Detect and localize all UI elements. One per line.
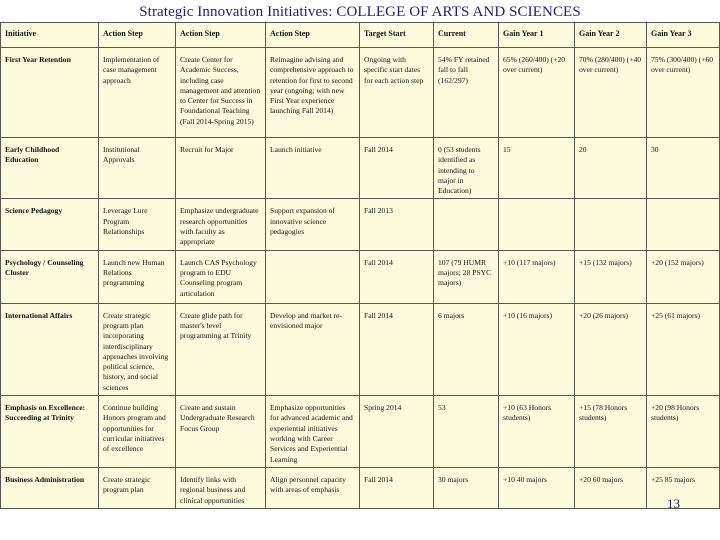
column-header: Gain Year 3 [647, 23, 720, 48]
table-cell: Create glide path for master's level programming at Trinity [176, 303, 266, 395]
table-cell: +25 (61 majors) [647, 303, 720, 395]
table-cell: Fall 2014 [360, 303, 434, 395]
table-cell: Fall 2013 [360, 199, 434, 250]
column-header: Gain Year 1 [499, 23, 575, 48]
table-cell: Fall 2014 [360, 138, 434, 199]
table-cell: +10 (117 majors) [499, 250, 575, 303]
table-cell: Launch CAS Psychology program to EDU Counseling program articulation [176, 250, 266, 303]
table-cell [266, 250, 360, 303]
table-cell: Create strategic program plan [99, 468, 176, 509]
table-cell: 70% (280/400) (+40 over current) [575, 48, 647, 138]
column-header: Action Step [176, 23, 266, 48]
table-cell: +15 (132 majors) [575, 250, 647, 303]
table-cell [575, 199, 647, 250]
table-cell: Leverage Lure Program Relationships [99, 199, 176, 250]
table-cell: Recruit for Major [176, 138, 266, 199]
table-cell: +15 (78 Honors students) [575, 396, 647, 468]
column-header: Target Start [360, 23, 434, 48]
table-cell [647, 199, 720, 250]
table-cell: Identify links with regional business and clinical opportunities [176, 468, 266, 509]
column-header: Gain Year 2 [575, 23, 647, 48]
table-cell: +10 40 majors [499, 468, 575, 509]
table-cell: 75% (300/400) (+60 over current) [647, 48, 720, 138]
table-cell [499, 199, 575, 250]
slide-number: 13 [667, 496, 680, 511]
table-cell: 6 majors [434, 303, 499, 395]
table-row [1, 250, 720, 303]
table-cell: Emphasize undergraduate research opportunities with faculty as appropriate [176, 199, 266, 250]
column-header: Action Step [99, 23, 176, 48]
table-cell: Create Center for Academic Success, including case management and attention to Center for Success in Foundational Teaching (Fall 2014-Spring 2015) [176, 48, 266, 138]
column-header: Current [434, 23, 499, 48]
column-header: Initiative [1, 23, 99, 48]
table-cell: Implementation of case management approach [99, 48, 176, 138]
column-header: Action Step [266, 23, 360, 48]
table-row [1, 48, 720, 138]
initiative-cell: Psychology / Counseling Cluster [1, 250, 99, 303]
table-cell: Align personnel capacity with areas of emphasis [266, 468, 360, 509]
table-row [1, 138, 720, 199]
table-row [1, 468, 720, 509]
table-cell: +20 (26 majors) [575, 303, 647, 395]
table-cell: Fall 2014 [360, 468, 434, 509]
table-cell: 20 [575, 138, 647, 199]
table-cell: 65% (260/400) (+20 over current) [499, 48, 575, 138]
table-cell: Spring 2014 [360, 396, 434, 468]
table-cell: 107 (79 HUMR majors; 28 PSYC majors) [434, 250, 499, 303]
table-cell: Launch initiative [266, 138, 360, 199]
table-cell: 0 (53 students identified as intending to major in Education) [434, 138, 499, 199]
initiative-cell: Early Childhood Education [1, 138, 99, 199]
initiative-cell: Business Administration [1, 468, 99, 509]
table-cell: Create strategic program plan incorporating interdisciplinary approaches involving political science, history, and social sciences [99, 303, 176, 395]
table-cell: Reimagine advising and comprehensive approach to retention for first to second year (ongoing; with new First Year experience launching Fall 2014) [266, 48, 360, 138]
table-cell: +10 (16 majors) [499, 303, 575, 395]
table-cell: Institutional Approvals [99, 138, 176, 199]
initiative-cell: First Year Retention [1, 48, 99, 138]
table-row [1, 396, 720, 468]
initiative-cell: Science Pedagogy [1, 199, 99, 250]
table-header-row [1, 23, 720, 48]
table-row [1, 303, 720, 395]
table-cell: Launch new Human Relations programming [99, 250, 176, 303]
table-cell: Develop and market re-envisioned major [266, 303, 360, 395]
table-cell: 30 majors [434, 468, 499, 509]
table-cell: 54% FY retained fall to fall (162/297) [434, 48, 499, 138]
table-cell: Continue building Honors program and opportunities for curricular initiatives of excellence [99, 396, 176, 468]
table-cell: +10 (63 Honors students) [499, 396, 575, 468]
table-cell: +20 (98 Honors students) [647, 396, 720, 468]
slide-title: Strategic Innovation Initiatives: COLLEGE OF ARTS AND SCIENCES [139, 4, 581, 20]
table-cell: Ongoing with specific start dates for each action step [360, 48, 434, 138]
initiative-cell: Emphasis on Excellence: Succeeding at Trinity [1, 396, 99, 468]
table-cell: Emphasize opportunities for advanced academic and experiential initiatives working with Career Services and Experiential Learning [266, 396, 360, 468]
table-cell: +20 (152 majors) [647, 250, 720, 303]
table-cell: Support expansion of innovative science pedagogies [266, 199, 360, 250]
table-cell: 53 [434, 396, 499, 468]
table-cell: 15 [499, 138, 575, 199]
table-cell [434, 199, 499, 250]
table-cell: Create and sustain Undergraduate Research Focus Group [176, 396, 266, 468]
initiative-cell: International Affairs [1, 303, 99, 395]
table-cell: +25 85 majors [647, 468, 720, 509]
initiatives-table [0, 22, 720, 509]
table-cell: +20 60 majors [575, 468, 647, 509]
table-cell: Fall 2014 [360, 250, 434, 303]
table-row [1, 199, 720, 250]
table-cell: 30 [647, 138, 720, 199]
